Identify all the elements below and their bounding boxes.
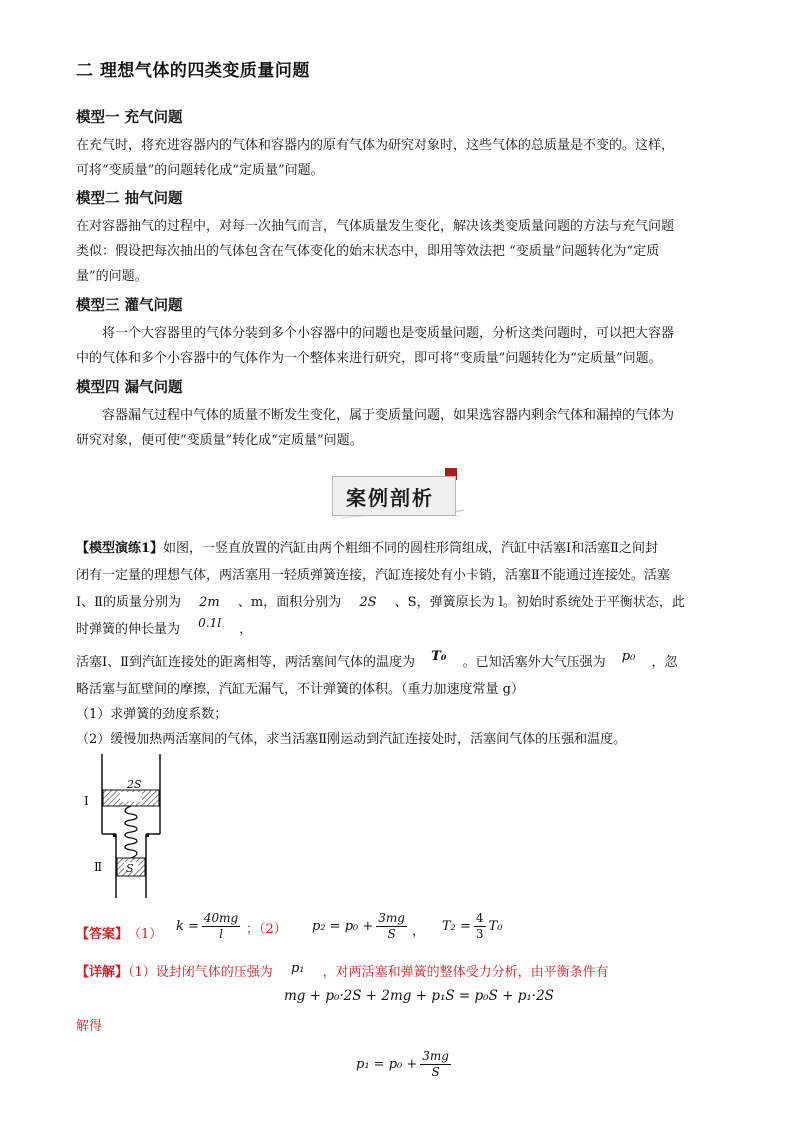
extension-value: 0.1l bbox=[198, 616, 222, 630]
answer-tag: 【答案】 bbox=[76, 926, 129, 942]
model-4-line-1: 容器漏气过程中气体的质量不断发生变化，属于变质量问题，如果选容器内剩余气体和漏掉的气体为 bbox=[102, 408, 675, 423]
problem-line-4 bbox=[76, 617, 252, 642]
k-denominator: l bbox=[219, 926, 223, 941]
model-1-title: 模型一 充气问题 bbox=[76, 110, 183, 126]
k-lhs: k = bbox=[176, 918, 199, 934]
problem-text-3c: 、S，弹簧原长为 l。初始时系统处于平衡状态，此 bbox=[394, 595, 685, 610]
cylinder-figure bbox=[76, 752, 186, 902]
piston-i-label: Ⅰ bbox=[84, 794, 89, 808]
upper-area-label: 2S bbox=[127, 778, 142, 791]
piston-ii-label: Ⅱ bbox=[94, 860, 103, 874]
explain-line bbox=[76, 960, 609, 985]
temperature-t0: T₀ bbox=[431, 649, 447, 664]
question-2: （2）缓慢加热两活塞间的气体，求当活塞Ⅱ刚运动到汽缸连接处时，活塞间气体的压强和温度。 bbox=[76, 732, 627, 747]
t-lhs: T₂ = bbox=[442, 918, 471, 934]
result-lhs: p₁ = p₀ + bbox=[356, 1056, 418, 1072]
problem-tag: 【模型演练1】 bbox=[76, 541, 164, 556]
problem-text-5b: 。已知活塞外大气压强为 bbox=[462, 655, 606, 670]
problem-text-3a: Ⅰ、Ⅱ的质量分别为 bbox=[76, 595, 181, 610]
model-3-line-1: 将一个大容器里的气体分装到多个小容器中的问题也是变质量问题，分析这类问题时，可以把大容器 bbox=[102, 326, 675, 341]
lower-area-label: S bbox=[126, 862, 134, 875]
solve-label: 解得 bbox=[76, 1019, 103, 1034]
section-title: 二 理想气体的四类变质量问题 bbox=[76, 61, 310, 81]
problem-line-2: 闭有一定量的理想气体，两活塞用一轻质弹簧连接，汽缸连接处有小卡销，活塞Ⅱ不能通过连接处。活塞 bbox=[76, 568, 670, 583]
model-3-title: 模型三 灌气问题 bbox=[76, 298, 183, 314]
problem-line-3 bbox=[76, 590, 685, 615]
p-denominator: S bbox=[387, 926, 396, 941]
answer-separator: ；（2） bbox=[246, 922, 287, 937]
p-fraction bbox=[376, 911, 407, 942]
t-rhs: T₀ bbox=[488, 918, 503, 934]
model-2-line-3: 量”的问题。 bbox=[76, 269, 148, 284]
question-1: （1）求弹簧的劲度系数； bbox=[76, 707, 228, 722]
problem-line-5 bbox=[76, 650, 678, 675]
model-1-line-2: 可将“变质量”的问题转化成“定质量”问题。 bbox=[76, 163, 324, 178]
explain-text-1: （1）设封闭气体的压强为 bbox=[128, 965, 273, 980]
problem-text-4b: ， bbox=[239, 622, 253, 637]
p-numerator: 3mg bbox=[378, 910, 405, 925]
answer-t-formula bbox=[442, 906, 502, 946]
k-fraction bbox=[202, 911, 240, 942]
answer-k-formula bbox=[176, 906, 243, 946]
t-numerator: 4 bbox=[475, 910, 484, 925]
t-denominator: 3 bbox=[475, 926, 484, 941]
case-analysis-banner bbox=[332, 466, 468, 522]
explain-tag: 【详解】 bbox=[76, 965, 129, 980]
result-denominator: S bbox=[431, 1064, 440, 1079]
model-2-title: 模型二 抽气问题 bbox=[76, 191, 183, 207]
problem-text-5a: 活塞Ⅰ、Ⅱ到汽缸连接处的距离相等，两活塞间气体的温度为 bbox=[76, 655, 415, 670]
result-formula bbox=[356, 1044, 454, 1084]
model-1-line-1: 在充气时，将充进容器内的气体和容器内的原有气体为研究对象时，这些气体的总质量是不变的。这样， bbox=[76, 138, 675, 153]
answer-p-formula bbox=[312, 906, 410, 946]
problem-text-4a: 时弹簧的伸长量为 bbox=[76, 622, 181, 637]
problem-text-5c: ，忽 bbox=[651, 655, 678, 670]
p-lhs: p₂ = p₀ + bbox=[312, 918, 374, 934]
model-3-line-2: 中的气体和多个小容器中的气体作为一个整体来进行研究，即可将“变质量”问题转化为“定质量”问题。 bbox=[76, 351, 662, 366]
area-2s: 2S bbox=[359, 595, 377, 610]
model-4-line-2: 研究对象，便可使“变质量”转化成“定质量”问题。 bbox=[76, 433, 363, 448]
explain-text-2: ，对两活塞和弹簧的整体受力分析，由平衡条件有 bbox=[322, 965, 609, 980]
problem-text-3b: 、m，面积分别为 bbox=[237, 595, 342, 610]
model-2-line-1: 在对容器抽气的过程中，对每一次抽气而言，气体质量发生变化，解决该类变质量问题的方法与充气问题 bbox=[76, 219, 675, 234]
pressure-p0: p₀ bbox=[621, 649, 636, 664]
result-fraction bbox=[420, 1049, 451, 1080]
t-fraction bbox=[474, 911, 486, 942]
answer-line bbox=[76, 912, 162, 952]
problem-line-6: 略活塞与缸壁间的摩擦，汽缸无漏气，不计弹簧的体积。（重力加速度常量 g） bbox=[76, 682, 524, 697]
cylinder-diagram-icon bbox=[76, 752, 186, 902]
problem-line-1 bbox=[76, 536, 658, 561]
equilibrium-equation: mg + p₀·2S + 2mg + p₁S = p₀S + p₁·2S bbox=[284, 988, 554, 1004]
answer-part-1: （1） bbox=[128, 926, 163, 942]
answer-comma: ， bbox=[412, 924, 426, 939]
banner-title: 案例剖析 bbox=[346, 486, 434, 510]
mass-2m: 2m bbox=[199, 595, 220, 610]
result-numerator: 3mg bbox=[422, 1048, 449, 1063]
model-4-title: 模型四 漏气问题 bbox=[76, 380, 183, 396]
pressure-p1: p₁ bbox=[290, 961, 305, 976]
problem-text-1: 如图，一竖直放置的汽缸由两个粗细不同的圆柱形筒组成，汽缸中活塞Ⅰ和活塞Ⅱ之间封 bbox=[163, 541, 659, 556]
model-2-line-2: 类似：假设把每次抽出的气体包含在气体变化的始末状态中，即用等效法把 “变质量”问题转化为“定质 bbox=[76, 244, 660, 259]
k-numerator: 40mg bbox=[203, 910, 239, 925]
